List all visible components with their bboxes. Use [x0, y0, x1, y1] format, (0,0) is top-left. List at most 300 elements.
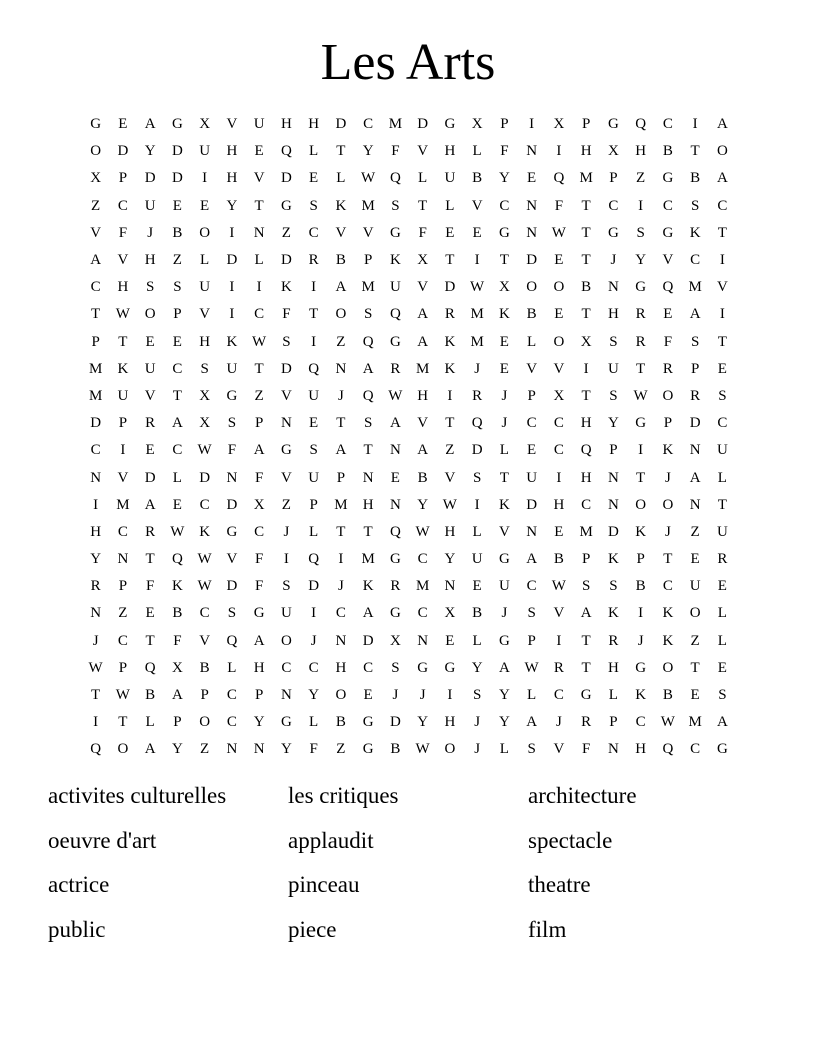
grid-letter[interactable]: C: [90, 279, 101, 296]
grid-letter[interactable]: Z: [172, 252, 182, 269]
grid-letter[interactable]: H: [226, 170, 238, 187]
grid-letter[interactable]: A: [716, 116, 728, 133]
grid-letter[interactable]: O: [635, 496, 647, 513]
grid-letter[interactable]: A: [144, 116, 156, 133]
grid-letter[interactable]: T: [336, 415, 346, 432]
grid-letter[interactable]: O: [553, 333, 565, 350]
grid-letter[interactable]: E: [390, 469, 400, 486]
grid-letter[interactable]: L: [717, 632, 727, 649]
grid-letter[interactable]: O: [144, 306, 156, 323]
grid-letter[interactable]: O: [117, 741, 129, 758]
grid-letter[interactable]: J: [392, 687, 399, 704]
grid-letter[interactable]: P: [690, 360, 700, 377]
grid-letter[interactable]: A: [362, 360, 374, 377]
grid-letter[interactable]: J: [474, 741, 481, 758]
grid-letter[interactable]: S: [581, 578, 591, 595]
grid-letter[interactable]: Y: [417, 714, 429, 731]
grid-letter[interactable]: Z: [254, 387, 264, 404]
grid-letter[interactable]: V: [226, 551, 238, 568]
grid-letter[interactable]: K: [689, 224, 701, 241]
grid-letter[interactable]: Y: [90, 551, 102, 568]
grid-letter[interactable]: A: [335, 442, 347, 459]
grid-letter[interactable]: K: [498, 306, 510, 323]
grid-letter[interactable]: W: [388, 387, 403, 404]
grid-letter[interactable]: U: [226, 360, 238, 377]
grid-letter[interactable]: A: [580, 605, 592, 622]
grid-letter[interactable]: D: [90, 415, 102, 432]
grid-letter[interactable]: I: [283, 551, 289, 568]
grid-letter[interactable]: D: [226, 496, 238, 513]
grid-letter[interactable]: S: [718, 687, 727, 704]
grid-letter[interactable]: I: [229, 224, 235, 241]
grid-letter[interactable]: U: [498, 578, 510, 595]
grid-letter[interactable]: W: [551, 578, 566, 595]
grid-letter[interactable]: X: [199, 116, 211, 133]
grid-letter[interactable]: C: [335, 605, 346, 622]
grid-letter[interactable]: G: [444, 659, 456, 676]
grid-letter[interactable]: S: [391, 659, 400, 676]
grid-letter[interactable]: C: [117, 632, 128, 649]
grid-letter[interactable]: B: [662, 687, 673, 704]
grid-letter[interactable]: S: [282, 333, 291, 350]
grid-letter[interactable]: P: [200, 687, 209, 704]
grid-letter[interactable]: G: [389, 605, 401, 622]
grid-letter[interactable]: E: [118, 116, 128, 133]
grid-letter[interactable]: F: [173, 632, 182, 649]
grid-letter[interactable]: P: [91, 333, 100, 350]
grid-letter[interactable]: G: [607, 224, 619, 241]
grid-letter[interactable]: B: [635, 578, 646, 595]
grid-letter[interactable]: B: [472, 170, 483, 187]
grid-letter[interactable]: J: [337, 387, 344, 404]
grid-letter[interactable]: S: [309, 197, 318, 214]
grid-letter[interactable]: A: [90, 252, 102, 269]
grid-letter[interactable]: G: [580, 687, 592, 704]
grid-letter[interactable]: E: [472, 224, 482, 241]
grid-letter[interactable]: L: [418, 170, 428, 187]
grid-letter[interactable]: A: [362, 605, 374, 622]
grid-letter[interactable]: K: [662, 632, 674, 649]
grid-letter[interactable]: S: [472, 469, 482, 486]
grid-letter[interactable]: P: [663, 415, 673, 432]
grid-letter[interactable]: G: [498, 632, 510, 649]
grid-letter[interactable]: T: [336, 143, 346, 160]
grid-letter[interactable]: U: [253, 116, 265, 133]
grid-letter[interactable]: N: [607, 469, 619, 486]
grid-letter[interactable]: A: [171, 415, 183, 432]
grid-letter[interactable]: N: [280, 687, 292, 704]
grid-letter[interactable]: B: [199, 659, 210, 676]
grid-letter[interactable]: G: [498, 551, 510, 568]
grid-letter[interactable]: H: [335, 659, 347, 676]
grid-letter[interactable]: C: [172, 360, 183, 377]
grid-letter[interactable]: G: [635, 659, 647, 676]
grid-letter[interactable]: T: [91, 687, 101, 704]
grid-letter[interactable]: G: [444, 116, 456, 133]
grid-letter[interactable]: R: [444, 306, 455, 323]
grid-letter[interactable]: T: [118, 714, 128, 731]
grid-letter[interactable]: P: [609, 170, 618, 187]
grid-letter[interactable]: U: [144, 197, 156, 214]
grid-letter[interactable]: E: [145, 605, 155, 622]
grid-letter[interactable]: Q: [662, 741, 674, 758]
grid-letter[interactable]: C: [226, 687, 237, 704]
grid-letter[interactable]: H: [280, 116, 292, 133]
grid-letter[interactable]: Q: [226, 632, 238, 649]
grid-letter[interactable]: F: [227, 442, 237, 459]
grid-letter[interactable]: V: [444, 469, 456, 486]
grid-letter[interactable]: T: [499, 252, 509, 269]
grid-letter[interactable]: T: [581, 224, 591, 241]
grid-letter[interactable]: Z: [281, 496, 291, 513]
grid-letter[interactable]: H: [580, 415, 592, 432]
grid-letter[interactable]: Z: [690, 632, 700, 649]
grid-letter[interactable]: H: [580, 469, 592, 486]
grid-letter[interactable]: T: [581, 306, 591, 323]
grid-letter[interactable]: K: [280, 279, 292, 296]
grid-letter[interactable]: G: [226, 523, 238, 540]
grid-letter[interactable]: E: [445, 632, 455, 649]
grid-letter[interactable]: H: [635, 741, 647, 758]
grid-letter[interactable]: F: [118, 224, 128, 241]
grid-letter[interactable]: Y: [498, 687, 510, 704]
grid-letter[interactable]: O: [335, 306, 347, 323]
grid-letter[interactable]: L: [472, 523, 482, 540]
grid-letter[interactable]: A: [526, 714, 538, 731]
grid-letter[interactable]: O: [716, 143, 728, 160]
grid-letter[interactable]: U: [526, 469, 538, 486]
grid-letter[interactable]: U: [716, 523, 728, 540]
grid-letter[interactable]: D: [226, 578, 238, 595]
grid-letter[interactable]: B: [662, 143, 673, 160]
grid-letter[interactable]: V: [335, 224, 347, 241]
grid-letter[interactable]: T: [499, 469, 509, 486]
grid-letter[interactable]: T: [445, 415, 455, 432]
grid-letter[interactable]: N: [362, 469, 374, 486]
grid-letter[interactable]: N: [226, 741, 238, 758]
grid-letter[interactable]: D: [171, 170, 183, 187]
grid-letter[interactable]: C: [553, 687, 564, 704]
grid-letter[interactable]: Q: [90, 741, 102, 758]
grid-letter[interactable]: Q: [362, 333, 374, 350]
grid-letter[interactable]: N: [117, 551, 129, 568]
grid-letter[interactable]: U: [607, 360, 619, 377]
grid-letter[interactable]: I: [229, 279, 235, 296]
grid-letter[interactable]: S: [200, 360, 209, 377]
grid-letter[interactable]: P: [173, 714, 182, 731]
grid-letter[interactable]: G: [362, 714, 374, 731]
grid-letter[interactable]: Y: [498, 170, 510, 187]
grid-letter[interactable]: N: [389, 442, 401, 459]
grid-letter[interactable]: E: [527, 170, 537, 187]
grid-letter[interactable]: Q: [389, 170, 401, 187]
grid-letter[interactable]: N: [389, 496, 401, 513]
grid-letter[interactable]: C: [363, 659, 374, 676]
grid-letter[interactable]: R: [553, 659, 564, 676]
grid-letter[interactable]: B: [417, 469, 428, 486]
grid-letter[interactable]: J: [283, 523, 290, 540]
grid-letter[interactable]: A: [498, 659, 510, 676]
grid-letter[interactable]: K: [171, 578, 183, 595]
grid-letter[interactable]: I: [692, 116, 698, 133]
grid-letter[interactable]: C: [117, 197, 128, 214]
grid-letter[interactable]: N: [253, 224, 265, 241]
grid-letter[interactable]: V: [117, 469, 129, 486]
grid-letter[interactable]: A: [716, 714, 728, 731]
grid-letter[interactable]: L: [499, 442, 509, 459]
grid-letter[interactable]: M: [361, 279, 375, 296]
grid-letter[interactable]: J: [555, 714, 562, 731]
grid-letter[interactable]: L: [227, 659, 237, 676]
grid-letter[interactable]: J: [501, 605, 508, 622]
grid-letter[interactable]: E: [145, 333, 155, 350]
grid-letter[interactable]: Y: [144, 143, 156, 160]
grid-letter[interactable]: T: [636, 469, 646, 486]
grid-letter[interactable]: D: [226, 252, 238, 269]
grid-letter[interactable]: B: [581, 279, 592, 296]
grid-letter[interactable]: L: [254, 252, 264, 269]
grid-letter[interactable]: C: [553, 442, 564, 459]
grid-letter[interactable]: W: [115, 687, 130, 704]
grid-letter[interactable]: G: [716, 741, 728, 758]
grid-letter[interactable]: V: [417, 279, 429, 296]
grid-letter[interactable]: T: [581, 197, 591, 214]
grid-letter[interactable]: O: [662, 387, 674, 404]
grid-letter[interactable]: D: [335, 116, 347, 133]
grid-letter[interactable]: D: [308, 578, 320, 595]
grid-letter[interactable]: I: [93, 714, 99, 731]
grid-letter[interactable]: B: [390, 741, 401, 758]
grid-letter[interactable]: N: [90, 605, 102, 622]
grid-letter[interactable]: S: [309, 442, 318, 459]
grid-letter[interactable]: C: [172, 442, 183, 459]
grid-letter[interactable]: N: [526, 224, 538, 241]
grid-letter[interactable]: H: [417, 387, 429, 404]
grid-letter[interactable]: K: [607, 551, 619, 568]
grid-letter[interactable]: V: [553, 360, 565, 377]
grid-letter[interactable]: H: [117, 279, 129, 296]
grid-letter[interactable]: V: [662, 252, 674, 269]
grid-letter[interactable]: P: [581, 116, 591, 133]
grid-letter[interactable]: L: [445, 197, 455, 214]
grid-letter[interactable]: T: [418, 197, 428, 214]
grid-letter[interactable]: F: [254, 551, 264, 568]
grid-letter[interactable]: W: [551, 224, 566, 241]
grid-letter[interactable]: T: [581, 387, 591, 404]
grid-letter[interactable]: E: [472, 578, 482, 595]
grid-letter[interactable]: Z: [200, 741, 210, 758]
grid-letter[interactable]: I: [120, 442, 126, 459]
grid-letter[interactable]: M: [470, 306, 484, 323]
grid-letter[interactable]: D: [280, 252, 292, 269]
grid-letter[interactable]: I: [474, 252, 480, 269]
grid-letter[interactable]: T: [581, 659, 591, 676]
grid-letter[interactable]: R: [472, 387, 483, 404]
grid-letter[interactable]: C: [662, 578, 673, 595]
grid-letter[interactable]: J: [501, 387, 508, 404]
grid-letter[interactable]: K: [335, 197, 347, 214]
grid-letter[interactable]: Z: [636, 170, 646, 187]
grid-letter[interactable]: A: [526, 551, 538, 568]
grid-letter[interactable]: R: [635, 333, 646, 350]
grid-letter[interactable]: W: [361, 170, 376, 187]
grid-letter[interactable]: B: [526, 306, 537, 323]
grid-letter[interactable]: U: [389, 279, 401, 296]
grid-letter[interactable]: N: [417, 632, 429, 649]
grid-letter[interactable]: H: [553, 496, 565, 513]
grid-letter[interactable]: I: [556, 632, 562, 649]
grid-letter[interactable]: F: [254, 578, 264, 595]
grid-letter[interactable]: V: [280, 469, 292, 486]
grid-letter[interactable]: V: [526, 360, 538, 377]
grid-letter[interactable]: Y: [498, 714, 510, 731]
grid-letter[interactable]: V: [553, 605, 565, 622]
grid-letter[interactable]: V: [498, 523, 510, 540]
grid-letter[interactable]: S: [609, 387, 618, 404]
grid-letter[interactable]: I: [719, 252, 725, 269]
grid-letter[interactable]: Q: [280, 143, 292, 160]
grid-letter[interactable]: T: [336, 523, 346, 540]
grid-letter[interactable]: Y: [471, 659, 483, 676]
grid-letter[interactable]: P: [363, 252, 373, 269]
grid-letter[interactable]: C: [254, 523, 265, 540]
grid-letter[interactable]: W: [252, 333, 267, 350]
grid-letter[interactable]: S: [636, 224, 645, 241]
grid-letter[interactable]: X: [171, 659, 183, 676]
grid-letter[interactable]: Q: [362, 387, 374, 404]
grid-letter[interactable]: K: [662, 605, 674, 622]
grid-letter[interactable]: G: [171, 116, 183, 133]
grid-letter[interactable]: S: [472, 687, 482, 704]
grid-letter[interactable]: O: [335, 687, 347, 704]
grid-letter[interactable]: N: [607, 279, 619, 296]
grid-letter[interactable]: H: [199, 333, 211, 350]
grid-letter[interactable]: I: [638, 197, 644, 214]
grid-letter[interactable]: L: [717, 469, 727, 486]
grid-letter[interactable]: A: [417, 306, 429, 323]
grid-letter[interactable]: V: [226, 116, 238, 133]
grid-letter[interactable]: T: [363, 523, 373, 540]
grid-letter[interactable]: Q: [308, 551, 320, 568]
grid-letter[interactable]: M: [415, 578, 430, 595]
grid-letter[interactable]: Y: [171, 741, 183, 758]
grid-letter[interactable]: V: [253, 170, 265, 187]
grid-letter[interactable]: U: [117, 387, 129, 404]
grid-letter[interactable]: C: [690, 741, 701, 758]
grid-letter[interactable]: I: [311, 605, 317, 622]
grid-letter[interactable]: E: [499, 360, 509, 377]
grid-letter[interactable]: E: [717, 578, 727, 595]
grid-letter[interactable]: A: [389, 415, 401, 432]
grid-letter[interactable]: R: [690, 387, 701, 404]
grid-letter[interactable]: F: [254, 469, 264, 486]
grid-letter[interactable]: L: [472, 632, 482, 649]
grid-letter[interactable]: N: [526, 523, 538, 540]
grid-letter[interactable]: F: [581, 741, 591, 758]
grid-letter[interactable]: T: [445, 252, 455, 269]
grid-letter[interactable]: J: [664, 469, 671, 486]
grid-letter[interactable]: J: [92, 632, 99, 649]
grid-letter[interactable]: B: [145, 687, 156, 704]
grid-letter[interactable]: S: [527, 741, 536, 758]
grid-letter[interactable]: L: [608, 687, 618, 704]
grid-letter[interactable]: L: [309, 714, 319, 731]
grid-letter[interactable]: H: [308, 116, 320, 133]
grid-letter[interactable]: P: [118, 659, 128, 676]
grid-letter[interactable]: B: [335, 714, 346, 731]
grid-letter[interactable]: M: [388, 116, 403, 133]
grid-letter[interactable]: P: [500, 116, 509, 133]
grid-letter[interactable]: U: [144, 360, 156, 377]
grid-letter[interactable]: X: [607, 143, 619, 160]
grid-letter[interactable]: W: [88, 659, 103, 676]
grid-letter[interactable]: D: [280, 170, 292, 187]
grid-letter[interactable]: A: [253, 442, 265, 459]
grid-letter[interactable]: E: [172, 496, 182, 513]
grid-letter[interactable]: S: [227, 415, 237, 432]
grid-letter[interactable]: V: [117, 252, 129, 269]
grid-letter[interactable]: L: [309, 143, 319, 160]
grid-letter[interactable]: G: [498, 224, 510, 241]
grid-letter[interactable]: A: [417, 442, 429, 459]
grid-letter[interactable]: X: [553, 387, 565, 404]
grid-letter[interactable]: T: [690, 143, 700, 160]
grid-letter[interactable]: E: [717, 360, 727, 377]
grid-letter[interactable]: I: [638, 605, 644, 622]
grid-letter[interactable]: E: [690, 687, 700, 704]
grid-letter[interactable]: K: [444, 360, 456, 377]
grid-letter[interactable]: L: [200, 252, 210, 269]
grid-letter[interactable]: C: [281, 659, 292, 676]
grid-letter[interactable]: Z: [336, 741, 346, 758]
grid-letter[interactable]: H: [635, 143, 647, 160]
grid-letter[interactable]: T: [363, 442, 373, 459]
grid-letter[interactable]: P: [118, 578, 128, 595]
grid-letter[interactable]: W: [524, 659, 539, 676]
grid-letter[interactable]: Y: [444, 551, 456, 568]
grid-letter[interactable]: D: [144, 469, 156, 486]
grid-letter[interactable]: Q: [389, 523, 401, 540]
grid-letter[interactable]: Q: [144, 659, 156, 676]
grid-letter[interactable]: M: [688, 714, 702, 731]
grid-letter[interactable]: W: [197, 442, 212, 459]
grid-letter[interactable]: X: [553, 116, 565, 133]
grid-letter[interactable]: V: [90, 224, 102, 241]
grid-letter[interactable]: G: [389, 224, 401, 241]
grid-letter[interactable]: T: [717, 224, 727, 241]
grid-letter[interactable]: G: [417, 659, 429, 676]
grid-letter[interactable]: T: [717, 496, 727, 513]
grid-letter[interactable]: Y: [417, 496, 429, 513]
grid-letter[interactable]: C: [417, 551, 428, 568]
grid-letter[interactable]: E: [663, 306, 673, 323]
grid-letter[interactable]: A: [144, 741, 156, 758]
grid-letter[interactable]: A: [689, 469, 701, 486]
grid-letter[interactable]: F: [500, 143, 509, 160]
grid-letter[interactable]: Y: [635, 252, 647, 269]
grid-letter[interactable]: U: [308, 387, 320, 404]
grid-letter[interactable]: E: [554, 523, 564, 540]
grid-letter[interactable]: L: [472, 143, 482, 160]
grid-letter[interactable]: J: [501, 415, 508, 432]
grid-letter[interactable]: M: [116, 496, 130, 513]
grid-letter[interactable]: U: [716, 442, 728, 459]
grid-letter[interactable]: F: [309, 741, 318, 758]
grid-letter[interactable]: C: [662, 197, 673, 214]
grid-letter[interactable]: K: [635, 523, 647, 540]
grid-letter[interactable]: X: [580, 333, 592, 350]
grid-letter[interactable]: O: [662, 659, 674, 676]
